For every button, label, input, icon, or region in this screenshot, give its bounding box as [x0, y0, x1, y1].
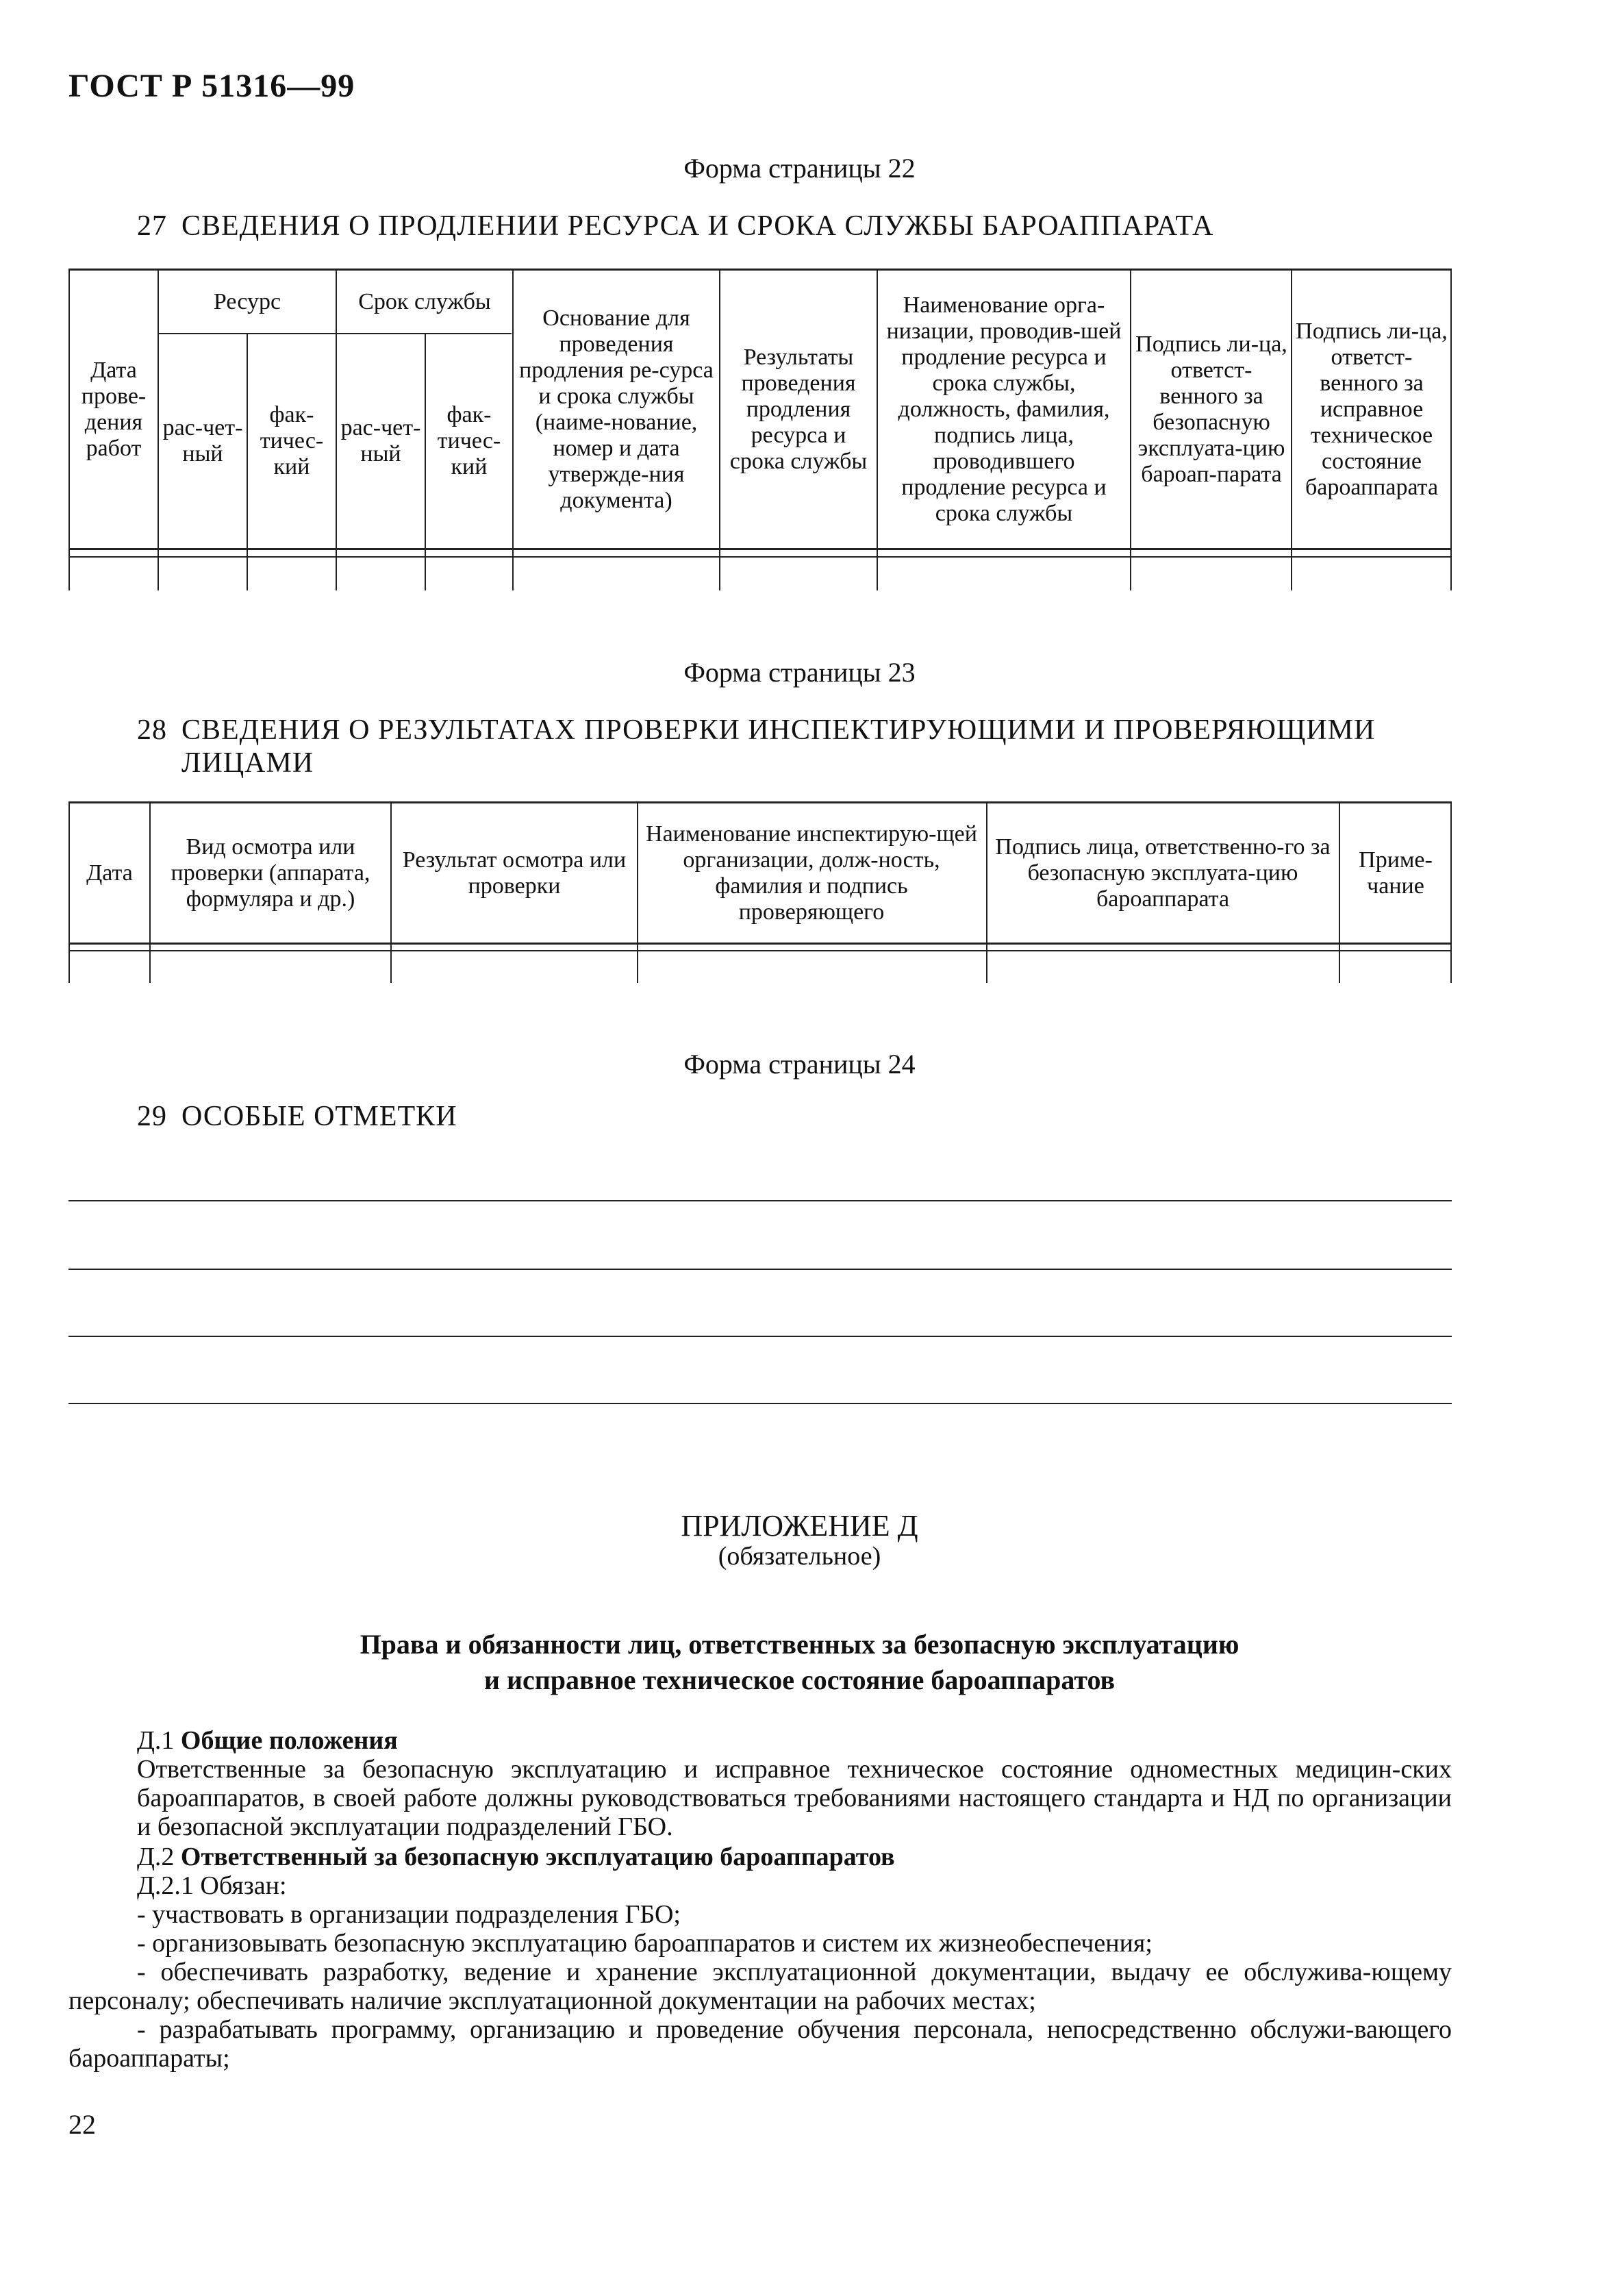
- col-resource: Ресурс: [213, 288, 281, 314]
- appendix-heading-line2: и исправное техническое состояние бароаппаратов: [483, 1664, 1116, 1695]
- section-27-title: СВЕДЕНИЯ О ПРОДЛЕНИИ РЕСУРСА И СРОКА СЛУЖБЫ БАРОАППАРАТА: [181, 210, 1214, 242]
- col-resource-actual: фак-тичес-кий: [260, 402, 324, 479]
- section-27-number: 27: [137, 210, 167, 242]
- d21-text: Д.2.1 Обязан:: [137, 1871, 287, 1900]
- col-service-life: Срок службы: [358, 288, 491, 314]
- col-date: Дата: [86, 860, 133, 886]
- col-life-actual: фак-тичес-кий: [437, 402, 501, 479]
- section-29-number: 29: [137, 1101, 167, 1132]
- d2-heading: [137, 1843, 895, 1871]
- section-28-number: 28: [137, 714, 167, 746]
- col-resource-calc: рас-чет-ный: [162, 415, 243, 466]
- section-28-title-line1: СВЕДЕНИЯ О РЕЗУЛЬТАТАХ ПРОВЕРКИ ИНСПЕКТИРУЮЩИМИ И ПРОВЕРЯЮЩИМИ: [181, 714, 1376, 746]
- d1-text: Ответственные за безопасную эксплуатацию и исправное техническое состояние одноместных медицин-ских бароаппаратов, в своей работе должны руководствоваться требованиями настоящего стандарта и НД по организации и безопасной эксплуатации подразделений ГБО.: [137, 1755, 1452, 1841]
- col-note: Приме-чание: [1359, 847, 1433, 899]
- d2-number: Д.2: [137, 1843, 175, 1871]
- d1-number: Д.1: [137, 1726, 175, 1755]
- col-life-calc: рас-чет-ный: [340, 415, 421, 466]
- document-code: ГОСТ Р 51316—99: [68, 68, 355, 104]
- section-29-title: ОСОБЫЕ ОТМЕТКИ: [181, 1101, 457, 1132]
- form-label-24: Форма страницы 24: [683, 1049, 916, 1080]
- col-sign: Подпись лица, ответственно-го за безопасную эксплуата-цию бароаппарата: [995, 834, 1331, 912]
- appendix-heading-line1: Права и обязанности лиц, ответственных за безопасную эксплуатацию: [360, 1629, 1239, 1660]
- list-item: - организовывать безопасную эксплуатацию бароаппаратов и систем их жизнеобеспечения;: [137, 1929, 1153, 1958]
- col-result: Результат осмотра или проверки: [402, 847, 627, 899]
- d1-heading: [137, 1726, 398, 1755]
- d1-title: Общие положения: [180, 1726, 398, 1755]
- col-date: Дата прове-дения работ: [81, 357, 147, 461]
- col-results: Результаты проведения продления ресурса и срока службы: [729, 344, 868, 474]
- list-item: - обеспечивать разработку, ведение и хранение эксплуатационной документации, выдачу ее обслужива-ющему персоналу; обеспечивать наличие эксплуатационной документации на рабочих местах;: [68, 1958, 1452, 2015]
- col-inspection-type: Вид осмотра или проверки (аппарата, формуляра и др.): [171, 834, 370, 912]
- d2-title: Ответственный за безопасную эксплуатацию бароаппаратов: [180, 1843, 895, 1871]
- form-label-23: Форма страницы 23: [683, 657, 916, 688]
- appendix-subtitle: (обязательное): [718, 1542, 881, 1571]
- page-number: 22: [68, 2109, 96, 2140]
- form-label-22: Форма страницы 22: [683, 153, 916, 184]
- section-28-title-line2: ЛИЦАМИ: [181, 747, 314, 779]
- appendix-title: ПРИЛОЖЕНИЕ Д: [681, 1509, 918, 1543]
- col-basis: Основание для проведения продления ре-сурса и срока службы (наиме-нование, номер и дата утвержде-ния документа): [519, 305, 714, 513]
- col-organization: Наименование орга-низации, проводив-шей продление ресурса и срока службы, должность, фамилия, подпись лица, проводившего продление ресурса и срока службы: [886, 292, 1122, 526]
- col-inspecting-org: Наименование инспектирую-щей организации, долж-ность, фамилия и подпись проверяющего: [646, 821, 977, 925]
- col-sign-technical: Подпись ли-ца, ответст-венного за исправное техническое состояние бароаппарата: [1296, 318, 1448, 500]
- col-sign-operation: Подпись ли-ца, ответст-венного за безопасную эксплуата-цию бароап-парата: [1135, 331, 1287, 487]
- list-item: - участвовать в организации подразделения ГБО;: [137, 1900, 681, 1929]
- list-item: - разрабатывать программу, организацию и проведение обучения персонала, непосредственно обслужи-вающего бароаппараты;: [68, 2015, 1452, 2073]
